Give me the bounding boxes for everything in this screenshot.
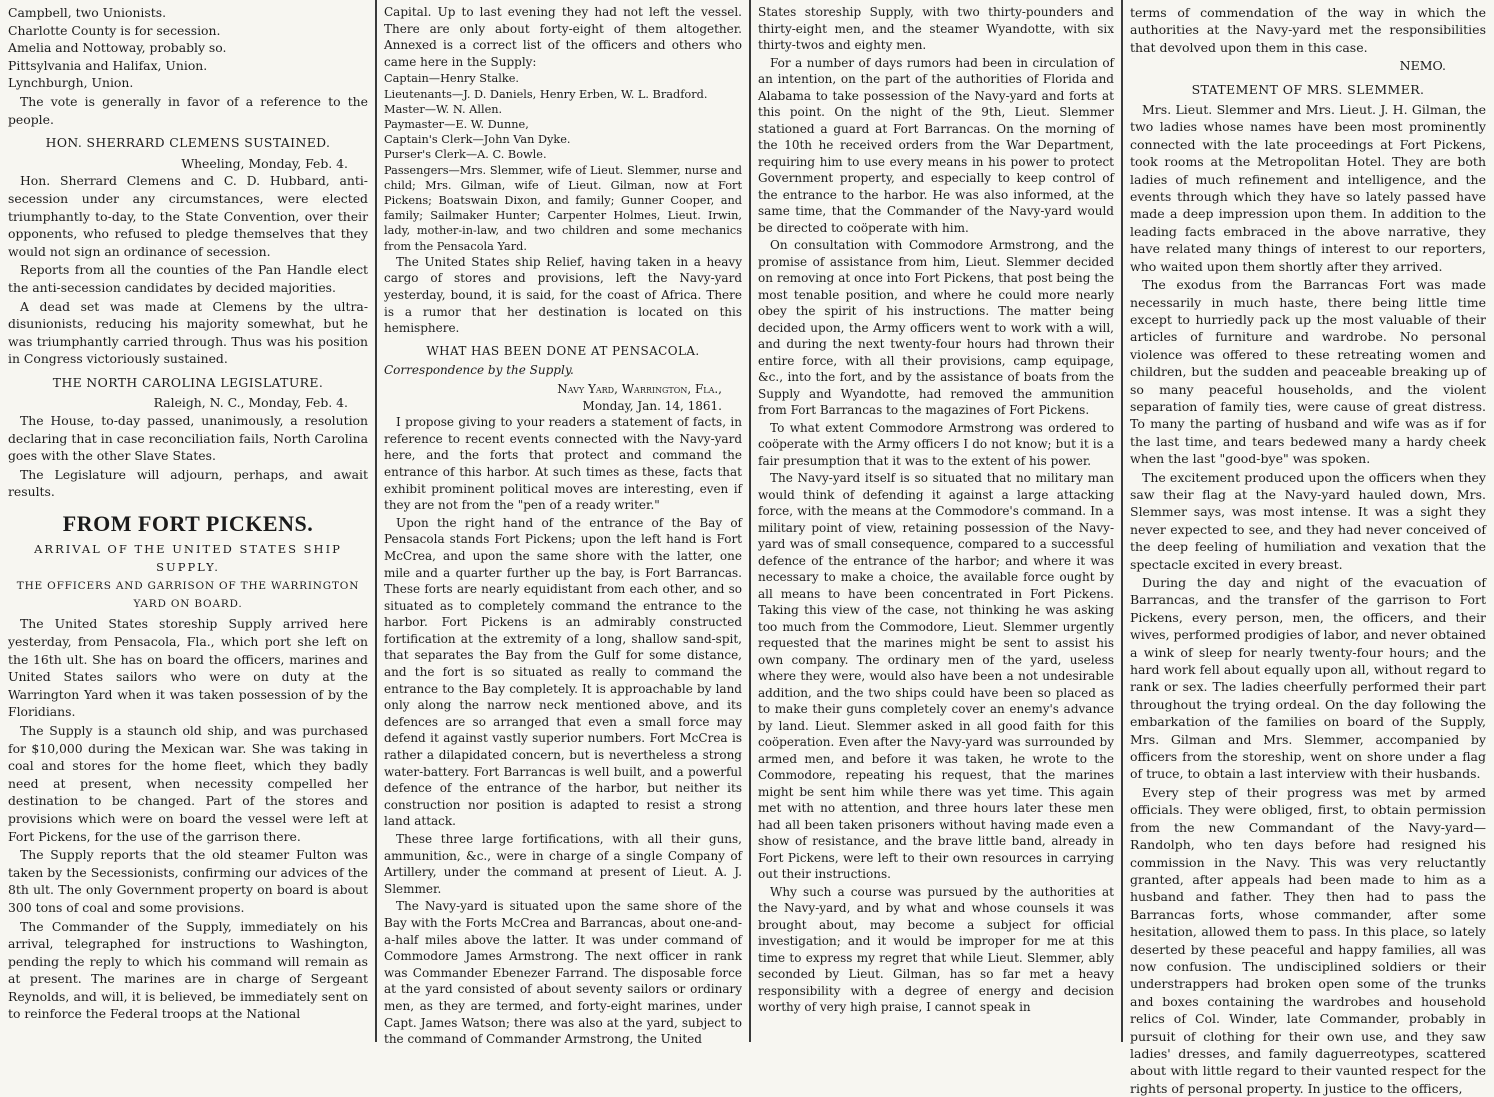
paragraph: The Supply reports that the old steamer Fulton was taken by the Secessionists, confirming our advices of the 8th ult. The only Government property on board is about 300 tons of coal and some provisions. (8, 847, 368, 915)
article-subheading: THE OFFICERS AND GARRISON OF THE WARRINGTON YARD ON BOARD. (16, 580, 360, 610)
officer-entry: Captain's Clerk—John Van Dyke. (384, 133, 571, 147)
paragraph: Upon the right hand of the entrance of the Bay of Pensacola stands Fort Pickens; upon the left hand is Fort McCrea, and upon the same shore with the latter, one mile and a quarter further up the bay, is Fort Barrancas. These forts are nearly equidistant from each other, and so situated as to completely command the entrance to the harbor. Fort Pickens is an admirably constructed fortification at the extremity of a long, shallow sand-spit, that separates the Bay from the Gulf for some distance, and the fort is so situated as really to command the entrance to the Bay completely. It is approachable by land only along the narrow neck mentioned above, and its defences are so arranged that even a small force may defend it against vastly superior numbers. Fort McCrea is rather a dilapidated concern, but is nevertheless a strong water-battery. Fort Barrancas is well built, and a powerful defence of the entrance of the harbor, but neither its construction nor position is adapted to resist a strong land attack. (384, 515, 742, 829)
officer-entry: Lieutenants—J. D. Daniels, Henry Erben, W. L. Bradford. (384, 87, 708, 101)
officer-entry: Captain—Henry Stalke. (384, 72, 520, 86)
paragraph: Mrs. Lieut. Slemmer and Mrs. Lieut. J. H. Gilman, the two ladies whose names have been most prominently connected with the late proceedings at Fort Pickens, took rooms at the Metropolitan Hotel. They are both ladies of much refinement and intelligence, and the events through which they have so lately passed have made a deep impression upon them. In addition to the leading facts embraced in the above narrative, they have related many things of interest to our reporters, who waited upon them shortly after they arrived. (1130, 102, 1486, 274)
section-heading: HON. SHERRARD CLEMENS SUSTAINED. (45, 135, 331, 151)
paragraph: Hon. Sherrard Clemens and C. D. Hubbard, anti-secession under any circumstances, were elected triumphantly to-day, to the State Convention, over their opponents, who refused to pledge themselves that they would not sign an ordinance of secession. (8, 173, 368, 259)
paragraph: The Navy-yard itself is so situated that no military man would think of defending it against a large attacking force, with the means at the Commodore's command. In a military point of view, retaining possession of the Navy-yard was of small consequence, compared to a successful defence of the entrance of the harbor; and where it was necessary to make a choice, the available force ought by all means to have been concentrated in Fort Pickens. Taking this view of the case, not thinking he was asking too much from the Commodore, Lieut. Slemmer urgently requested that the marines might be sent to assist his own company. The ordinary men of the yard, useless where they were, would also have been a not undesirable addition, and the two ships could have been so placed as to make their guns completely cover an enemy's advance by land. Lieut. Slemmer asked in all good faith for this coöperation. Even after the Navy-yard was surrounded by armed men, and before it was taken, he wrote to the Commodore, repeating his request, that the marines might be sent him while there was yet time. This again met with no attention, and three hours later these men had all been taken prisoners without having made even a show of resistance, and the brave little band, already in Fort Pickens, were left to their own resources in carrying out their instructions. (758, 471, 1114, 881)
article-subheading: ARRIVAL OF THE UNITED STATES SHIP SUPPLY. (34, 542, 342, 574)
section-heading: WHAT HAS BEEN DONE AT PENSACOLA. (426, 343, 700, 358)
column-3 (752, 0, 1120, 1042)
county-return: Campbell, two Unionists. (8, 5, 167, 20)
signature: NEMO. (1399, 58, 1446, 74)
officer-list (384, 71, 742, 253)
paragraph: The Legislature will adjourn, perhaps, and await results. (8, 466, 368, 500)
dateline: Raleigh, N. C., Monday, Feb. 4. (153, 395, 348, 411)
paragraph: The vote is generally in favor of a reference to the people. (8, 93, 368, 127)
paragraph: Capital. Up to last evening they had not left the vessel. There are only about forty-eight of them altogether. Annexed is a correct list of the officers and others who came here in the Supply: (384, 5, 742, 69)
officer-entry: Master—W. N. Allen. (384, 102, 503, 116)
officer-entry: Paymaster—E. W. Dunne, (384, 117, 529, 131)
paragraph: Why such a course was pursued by the authorities at the Navy-yard, and by what and whose counsels it was brought about, may become a subject for official investigation; and it would be improper for me at this time to express my regret that while Lieut. Slemmer, ably seconded by Lieut. Gilman, has so far met a heavy responsibility with a degree of energy and decision worthy of very high praise, I cannot speak in (758, 884, 1114, 1014)
correspondence-line: Correspondence by the Supply. (384, 363, 574, 378)
column-2 (378, 0, 748, 1047)
officer-entry: Passengers—Mrs. Slemmer, wife of Lieut. Slemmer, nurse and child; Mrs. Gilman, wife of Lieut. Gilman, now at Fort Pickens; Boatswain Dixon, and family; Gunner Cooper, and family; Sailmaker Hunter; Carpenter Holmes, Lieut. Irwin, lady, mother-in-law, and two children and some mechanics from the Pensacola Yard. (384, 163, 742, 253)
column-rule (1121, 0, 1123, 1042)
paragraph: The United States ship Relief, having taken in a heavy cargo of stores and provisions, left the Navy-yard yesterday, bound, it is said, for the coast of Africa. There is a rumor that her destination is located on this hemisphere. (384, 254, 742, 336)
paragraph: For a number of days rumors had been in circulation of an intention, on the part of the authorities of Florida and Alabama to take possession of the Navy-yard and forts at this point. On the night of the 9th, Lieut. Slemmer stationed a guard at Fort Barrancas. On the morning of the 10th he received orders from the War Department, requiring him to use every means in his power to protect Government property, and especially to keep control of the entrance to the harbor. He was also informed, at the same time, that the Commander of the Navy-yard would be directed to coöperate with him. (758, 55, 1114, 235)
column-4 (1124, 0, 1492, 1096)
paragraph: I propose giving to your readers a statement of facts, in reference to recent events connected with the Navy-yard here, and the forts that protect and command the entrance of this harbor. At such times as these, facts that exhibit prominent political moves are interesting, even if they are not from the "pen of a ready writer." (384, 415, 742, 513)
dateline: Wheeling, Monday, Feb. 4. (181, 155, 348, 171)
paragraph: The Supply is a staunch old ship, and was purchased for $10,000 during the Mexican war. She was taking in coal and stores for the home fleet, which they badly need at present, when necessity compelled her destination to be changed. Part of the stores and provisions which were on board the vessel were left at Fort Pickens, for the use of the garrison there. (8, 722, 368, 844)
dateline: Navy Yard, Warrington, Fla., Monday, Jan. 14, 1861. (557, 381, 722, 413)
column-rule (375, 0, 377, 1042)
county-return: Charlotte County is for secession. (8, 22, 221, 38)
county-return: Amelia and Nottoway, probably so. (8, 40, 227, 56)
paragraph: The House, to-day passed, unanimously, a resolution declaring that in case reconciliation fails, North Carolina goes with the other Slave States. (8, 413, 368, 464)
column-1 (2, 0, 374, 1042)
county-return: Lynchburgh, Union. (8, 75, 134, 91)
paragraph: On consultation with Commodore Armstrong, and the promise of assistance from him, Lieut. Slemmer decided on removing at once into Fort Pickens, that post being the most tenable position, and where he could more nearly obey the spirit of his instructions. The matter being decided upon, the Army officers went to work with a will, and during the next twenty-four hours had thrown their entire force, with all their provisions, camp equipage, &c., into the fort, and by the assistance of boats from the Supply and Wyandotte, had removed the ammunition from Fort Barrancas to the magazines of Fort Pickens. (758, 238, 1114, 417)
paragraph: The exodus from the Barrancas Fort was made necessarily in much haste, there being little time except to hurriedly pack up the most valuable of their articles of furniture and wardrobe. No personal violence was offered to these retreating women and children, but the sudden and peaceable breaking up of so many peaceful households, and the violent separation of family ties, were cause of great distress. To many the parting of husband and wife was as if for the last time, and tears bedewed many a hardy cheek when the last "good-bye" was spoken. (1130, 277, 1486, 467)
paragraph: Reports from all the counties of the Pan Handle elect the anti-secession candidates by decided majorities. (8, 262, 368, 295)
paragraph: terms of commendation of the way in which the authorities at the Navy-yard met the responsibilities that devolved upon them in this case. (1130, 5, 1486, 55)
paragraph: Every step of their progress was met by armed officials. They were obliged, first, to obtain permission from the new Commandant of the Navy-yard—Randolph, who ten days before had resigned his commission in the Navy. This was very reluctantly granted, after appeals had been made to him as a husband and father. They then had to pass the Barrancas forts, whose commander, after some hesitation, allowed them to pass. In this place, so lately deserted by these peaceful and happy families, all was now confusion. The undisciplined soldiers or their understrappers had broken open some of the trunks and boxes containing the wardrobes and household relics of Col. Winder, late Commander, probably in pursuit of clothing for their own use, and they saw ladies' dresses, and family daguerreotypes, scattered about with little regard to their vaunted respect for the rights of personal property. In justice to the officers, (1130, 784, 1486, 1096)
officer-entry: Purser's Clerk—A. C. Bowle. (384, 148, 547, 162)
paragraph: The Navy-yard is situated upon the same shore of the Bay with the Forts McCrea and Barrancas, about one-and-a-half miles above the latter. It was under command of Commodore James Armstrong. The next officer in rank was Commander Ebenezer Farrand. The disposable force at the yard consisted of about seventy sailors or ordinary men, as they are termed, and forty-eight marines, under Capt. James Watson; there was also at the yard, subject to the command of Commander Armstrong, the United (384, 899, 742, 1047)
section-heading: THE NORTH CAROLINA LEGISLATURE. (52, 374, 324, 390)
paragraph: To what extent Commodore Armstrong was ordered to coöperate with the Army officers I do not know; but it is a fair presumption that it was to the extent of his power. (758, 420, 1114, 468)
paragraph: The United States storeship Supply arrived here yesterday, from Pensacola, Fla., which port she left on the 16th ult. She has on board the officers, marines and United States sailors who were on duty at the Warrington Yard when it was taken possession of by the Floridians. (8, 616, 368, 720)
paragraph: The Commander of the Supply, immediately on his arrival, telegraphed for instructions to Washington, pending the reply to which his command will remain as at present. The marines are in charge of Sergeant Reynolds, and will, it is believed, be immediately sent on to reinforce the Federal troops at the National (8, 918, 368, 1022)
paragraph: These three large fortifications, with all their guns, ammunition, &c., were in charge of a single Company of Artillery, under the command at present of Lieut. A. J. Slemmer. (384, 832, 742, 896)
paragraph: States storeship Supply, with two thirty-pounders and thirty-eight men, and the steamer Wyandotte, with six thirty-twos and eighty men. (758, 5, 1114, 52)
county-return: Pittsylvania and Halifax, Union. (8, 57, 208, 73)
paragraph: A dead set was made at Clemens by the ultra-disunionists, reducing his majority somewhat, but he was triumphantly carried through. Thus was his position in Congress victoriously sustained. (8, 298, 368, 367)
article-headline: FROM FORT PICKENS. (62, 511, 314, 537)
paragraph: During the day and night of the evacuation of Barrancas, and the transfer of the garrison to Fort Pickens, every person, men, the officers, and their wives, performed prodigies of labor, and never obtained a wink of sleep for nearly twenty-four hours; and the hard work fell about equally upon all, without regard to rank or sex. The ladies cheerfully performed their part throughout the trying ordeal. On the day following the embarkation of the families on board of the Supply, Mrs. Gilman and Mrs. Slemmer, accompanied by officers from the storeship, went on shore under a flag of truce, to obtain a last interview with their husbands. (1130, 575, 1486, 782)
paragraph: The excitement produced upon the officers when they saw their flag at the Navy-yard hauled down, Mrs. Slemmer says, was most intense. It was a sight they never expected to see, and they had never conceived of the deep feeling of humiliation and vexation that the spectacle excited in every breast. (1130, 469, 1486, 572)
column-rule (749, 0, 751, 1042)
section-heading: STATEMENT OF MRS. SLEMMER. (1191, 81, 1425, 97)
